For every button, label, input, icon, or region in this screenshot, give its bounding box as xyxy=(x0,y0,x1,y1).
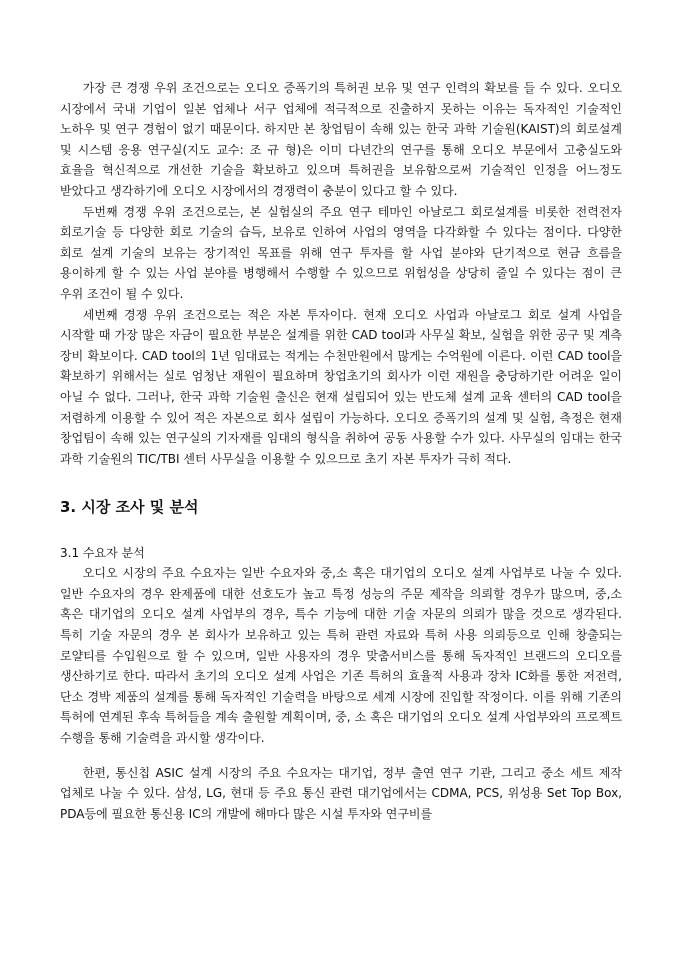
document-page xyxy=(60,78,622,824)
paragraph: 세번째 경쟁 우위 조건으로는 적은 자본 투자이다. 현재 오디오 사업과 아날로그 회로 설계 사업을 시작할 때 가장 많은 자금이 필요한 부분은 설계를 위한 CAD tool과 사무실 확보, 실험을 위한 공구 및 계측 장비 확보이다. CAD tool의 1년 임대료는 적게는 수천만원에서 많게는 수억원에 이른다. 이런 CAD tool을 확보하기 위해서는 실로 엄청난 재원이 필요하며 창업초기의 회사가 이런 재원을 충당하기란 어려운 일이 아닐 수 없다. 그러나, 한국 과학 기술원 출신은 현재 설립되어 있는 반도체 설계 교육 센터의 CAD tool을 저렴하게 이용할 수 있어 적은 자본으로 회사 설립이 가능하다. 오디오 증폭기의 설계 및 실험, 측정은 현재 창업팀이 속해 있는 연구실의 기자재를 임대의 형식을 취하여 공동 사용할 수가 있다. 사무실의 임대는 한국 과학 기술원의 TIC/TBI 센터 사무실을 이용할 수 있으므로 초기 자본 투자가 극히 적다. xyxy=(60,307,622,466)
paragraph: 한편, 통신칩 ASIC 설계 시장의 주요 수요자는 대기업, 정부 출연 연구 기관, 그리고 중소 세트 제작 업체로 나눌 수 있다. 삼성, LG, 현대 등 주요 통신 관련 대기업에서는 CDMA, PCS, 위성용 Set Top Box, PDA등에 필요한 통신용 IC의 개발에 해마다 많은 시설 투자와 연구비를 xyxy=(60,765,622,821)
paragraph: 오디오 시장의 주요 수요자는 일반 수요자와 중,소 혹은 대기업의 오디오 설계 사업부로 나눌 수 있다. 일반 수요자의 경우 완제품에 대한 선호도가 높고 특정 성능의 주문 제작을 의뢰할 경우가 많으며, 중,소 혹은 대기업의 오디오 설계 사업부의 경우, 특수 기능에 대한 기술 자문의 의뢰가 많을 것으로 생각된다. 특히 기술 자문의 경우 본 회사가 보유하고 있는 특허 관련 자료와 특허 사용 의뢰등으로 인해 창출되는 로얄티를 수입원으로 할 수 있으며, 일반 사용자의 경우 맞춤서비스를 통해 독자적인 브랜드의 오디오를 생산하기로 한다. 따라서 초기의 오디오 설계 사업은 기존 특허의 효율적 사용과 장차 IC화를 통한 저전력, 단소 경박 제품의 설계를 통해 독자적인 기술력을 바탕으로 세계 시장에 진입할 작정이다. 이를 위해 기존의 특허에 연계된 후속 특허들을 계속 출원할 계획이며, 중, 소 혹은 대기업의 오디오 설계 사업부와의 프로젝트 수행을 통해 기술력을 과시할 생각이다. xyxy=(60,566,622,746)
subsection-title: 3.1 수요자 분석 xyxy=(60,546,145,561)
paragraph: 가장 큰 경쟁 우위 조건으로는 오디오 증폭기의 특허권 보유 및 연구 인력의 확보를 들 수 있다. 오디오 시장에서 국내 기업이 일본 업체나 서구 업체에 적극적으로 진출하지 못하는 이유는 독자적인 기술적인 노하우 및 연구 경험이 없기 때문이다. 하지만 본 창업팀이 속해 있는 한국 과학 기술원(KAIST)의 회로설계 및 시스템 응용 연구실(지도 교수: 조 규 형)은 이미 다년간의 연구를 통해 오디오 부문에서 고충실도와 효율을 혁신적으로 개선한 기술을 확보하고 있으며 특허권을 보유함으로써 기술적인 인정을 어느정도 받았다고 생각하기에 오디오 시장에서의 경쟁력이 충분이 있다고 할 수 있다. xyxy=(60,81,622,198)
paragraph: 두번째 경쟁 우위 조건으로는, 본 실험실의 주요 연구 테마인 아날로그 회로설계를 비롯한 전력전자 회로기술 등 다양한 회로 기술의 습득, 보유로 인하여 사업의 영역을 다각화할 수 있다는 점이다. 다양한 회로 설계 기술의 보유는 장기적인 목표를 위해 연구 투자를 할 사업 분야와 단기적으로 현금 흐름을 용이하게 할 수 있는 사업 분야를 병행해서 수행할 수 있으므로 위험성을 상당히 줄일 수 있다는 점이 큰 우위 조건이 될 수 있다. xyxy=(60,204,622,301)
section-title: 3. 시장 조사 및 분석 xyxy=(60,498,199,517)
paragraph-gap xyxy=(60,749,622,763)
